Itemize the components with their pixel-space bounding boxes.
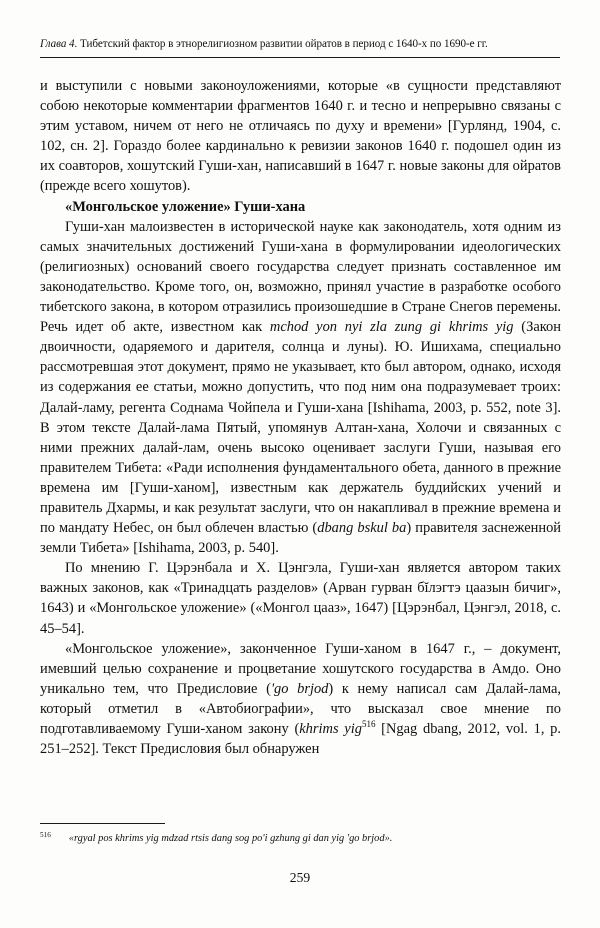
paragraph-tserenbal-tsengel: По мнению Г. Цэрэнбала и Х. Цэнгэла, Гуши-хан является автором таких важных законов, как «Тринадцать разделов» (Арван гурван бĭлэгтэ цаазын бичиг», 1643) и «Монгольское уложение» («Монгол цааз», 1647) [Цэрэнбал, Цэнгэл, 2018, с. 45–54]. (40, 560, 561, 637)
running-head-rule (40, 57, 560, 58)
running-head-title: Тибетский фактор в этнорелигиозном развитии ойратов в период с 1640-х по 1690-е гг. (77, 38, 488, 50)
tibetan-transliteration-khrims-yig: khrims yig (299, 721, 362, 737)
paragraph-text-segment: [Ngag dbang, 2012, vol. 1, p. 251–252]. Текст Предисловия был обнаружен (40, 721, 561, 758)
paragraph-continuation: и выступили с новыми законоуложениями, которые «в сущности представляют собою некоторые комментарии фрагментов 1640 г. и тесно и непрерывно связаны с этим уставом, ничем от него не отличаясь по духу и времени» [Гурлянд, 1904, с. 102, сн. 2]. Гораздо более кардинально к ревизии законов 1640 г. подошел один из их соавторов, хошутский Гуши-хан, написавший в 1647 г. новые законы для ойратов (прежде всего хошутов). (40, 78, 561, 195)
footnote-number: 516 (40, 830, 51, 839)
footnote-separator-rule (40, 823, 165, 824)
tibetan-transliteration-dbang-bskul-ba: dbang bskul ba (317, 520, 407, 537)
running-head (40, 38, 560, 52)
body-text (40, 76, 561, 759)
tibetan-transliteration-go-brjod: 'go brjod (270, 680, 329, 697)
paragraph-mongol-ulozhenie (40, 639, 561, 760)
paragraph-text-segment: Гуши-хан малоизвестен в исторической науке как законодатель, хотя одним из самых значительных достижений Гуши-хана в формулировании идеологических (религиозных) оснований своего государства следует признать составленное им законодательство. Кроме того, он, возможно, принял участие в разработке особого тибетского закона, в котором отразились произошедшие в Стране Снегов перемены. Речь идет об акте, известном как (40, 218, 561, 336)
section-heading: «Монгольское уложение» Гуши-хана (65, 198, 306, 215)
paragraph-gushi-khan-legislator (40, 217, 561, 559)
running-head-chapter: Глава 4. (40, 38, 78, 50)
page-number: 259 (289, 870, 311, 885)
footnote-516 (40, 832, 561, 846)
tibetan-transliteration-mchod-yon: mchod yon nyi zla zung gi khrims yig (269, 319, 514, 336)
paragraph-text-segment: «Монгольское уложение», законченное Гуши-ханом в 1647 г., – документ, имевший целью сохранение и процветание хошутского государства в Амдо. Оно уникально тем, что Предисловие ( (40, 640, 561, 697)
footnote-text: «rgyal pos khrims yig mdzad rtsis dang sog po'i gzhung gi dan yig 'go brjod». (68, 833, 393, 844)
paragraph-text-segment: ) к нему написал сам Далай-лама, который отметил в «Автобиографии», что высказал свое мнение по подготавливаемому Гуши-ханом закону ( (40, 680, 562, 737)
paragraph-text-segment: ) правителя заснеженной земли Тибета» [Ishihama, 2003, p. 540]. (40, 520, 562, 557)
footnote-reference-516: 516 (361, 719, 376, 730)
paragraph-text-segment: (Закон двоичности, одаряемого и дарителя, солнца и луны). Ю. Ишихама, специально рассмотревшая этот документ, прямо не указывает, кто был автором, однако, исходя из содержания ее статьи, можно допустить, что под ним она подразумевает троих: Далай-ламу, регента Соднама Чойпела и Гуши-хана [Ishihama, 2003, p. 552, note 3]. В этом тексте Далай-лама Пятый, упомянув Алтан-хана, Холочи и связанных с ними прежних далай-лам, очень высоко оценивает заслуги Гуши, называя его правителем Тибета: «Ради исполнения фундаментального обета, данного в прежние времена им [Гуши-ханом], известным как держатель буддийских учений и правитель Дхармы, и как результат заслуги, что он накапливал в прежние времена и по мандату Небес, он был облечен властью ( (40, 319, 561, 537)
